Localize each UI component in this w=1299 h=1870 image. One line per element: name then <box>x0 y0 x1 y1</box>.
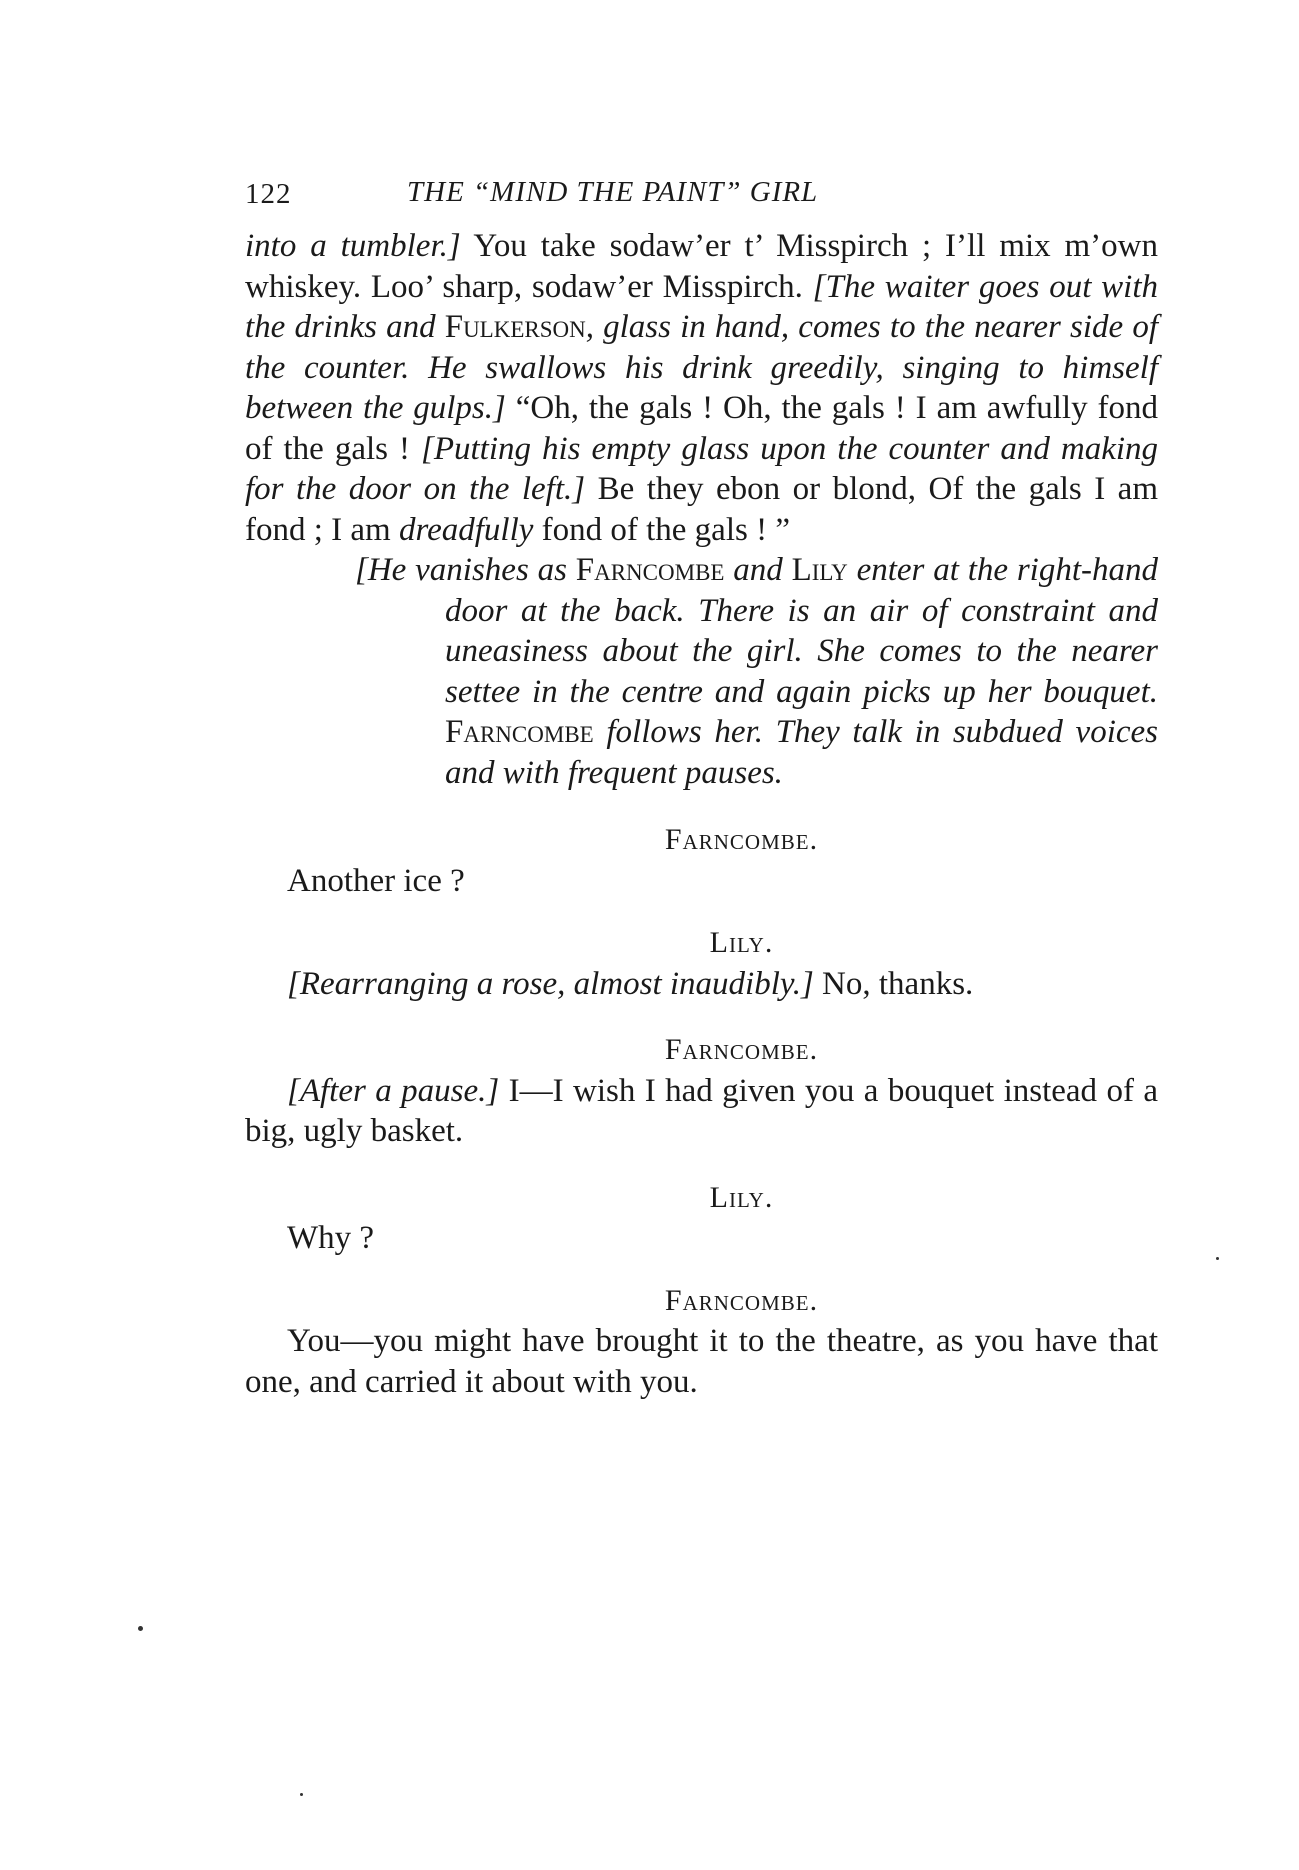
speaker-heading: Farncombe. <box>664 1033 819 1066</box>
print-speck <box>300 1793 303 1796</box>
dialogue-line: [Rearranging a rose, almost inaudibly.] No, thanks. <box>287 965 974 1002</box>
print-speck <box>1216 1257 1219 1260</box>
song-text: “Oh, the gals ! Oh, the gals ! I am awfully fond of the gals ! <box>245 390 1158 467</box>
speaker-heading: Lily. <box>709 1180 774 1214</box>
page-number: 122 <box>245 178 292 210</box>
stage-direction: into a tumbler.] <box>245 228 461 264</box>
stage-direction: [Rearranging a rose, almost inaudibly.] <box>287 965 814 1002</box>
character-name: Farncombe <box>575 552 725 588</box>
song-text: Be they ebon or blond, Of the gals I am fond ; I am <box>245 471 1158 548</box>
song-text: fond of the gals ! ” <box>533 511 790 548</box>
running-header <box>245 176 1170 220</box>
opening-paragraph <box>245 226 1158 550</box>
speaker-heading: Farncombe. <box>664 823 819 856</box>
emphasis: dreadfully <box>398 511 534 548</box>
dialogue-line: Another ice ? <box>287 862 465 899</box>
stage-direction: [The waiter goes out with the drinks and <box>245 268 1159 345</box>
dialogue-line: You—you might have brought it to the theatre, as you have that one, and carried it about with you. <box>245 1323 1158 1400</box>
page-body <box>245 226 1158 1402</box>
dialogue-line: [After a pause.] I—I wish I had given you a bouquet instead of a big, ugly basket. <box>245 1072 1158 1149</box>
speaker-heading: Farncombe. <box>664 1283 819 1317</box>
character-name: Lily <box>791 552 848 588</box>
stage-direction: [Putting his empty glass upon the counter and making for the door on the left.] <box>245 430 1159 507</box>
speech-text: You take sodaw’er t’ Misspirch ; I’ll mix m’own whiskey. Loo’ sharp, sodaw’er Misspirch. <box>245 228 1158 305</box>
speaker-heading: Lily. <box>709 926 774 959</box>
stage-direction: , glass in hand, comes to the nearer side of the counter. He swallows his drink greedily, singing to himself between the gulps.] <box>245 309 1158 426</box>
print-speck <box>138 1626 143 1631</box>
dialogue-line: Why ? <box>287 1220 375 1256</box>
running-title: THE “MIND THE PAINT” GIRL <box>407 176 819 208</box>
character-name: Farncombe <box>445 714 594 750</box>
stage-direction-block: [He vanishes as Farncombe and Lily enter at the right-hand door at the back. There is an air of constraint and uneasiness about the girl. She comes to the nearer settee in the centre and again picks up her bouquet. Farncombe follows her. They talk in subdued voices and with frequent pauses. <box>355 552 1158 791</box>
stage-direction: [After a pause.] <box>287 1072 500 1109</box>
character-name: Fulkerson <box>444 309 586 345</box>
